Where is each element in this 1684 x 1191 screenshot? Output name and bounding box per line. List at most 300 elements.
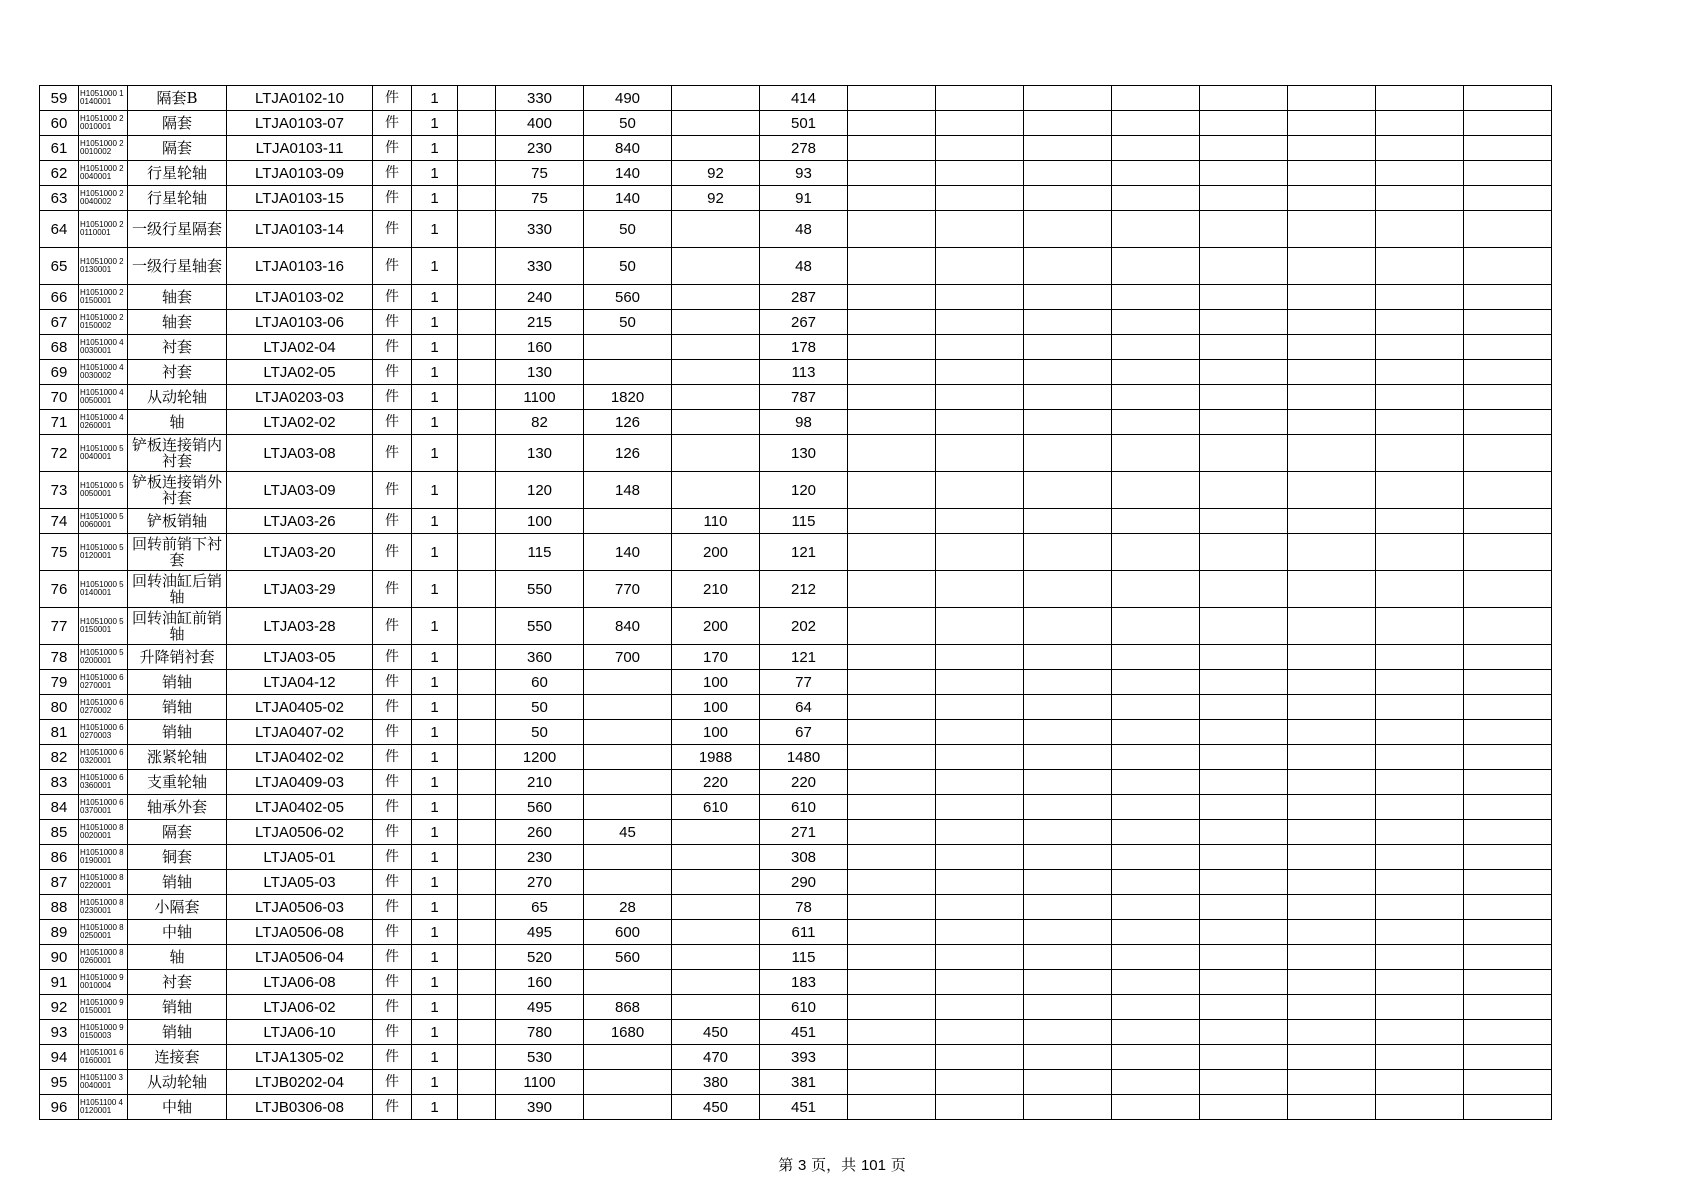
row-number-cell: 96 xyxy=(40,1095,79,1120)
quantity-cell: 1 xyxy=(412,720,458,745)
unit-cell: 件 xyxy=(373,795,412,820)
value-cell-4: 67 xyxy=(760,720,848,745)
empty-cell xyxy=(1376,248,1464,285)
empty-cell xyxy=(1112,111,1200,136)
part-name-cell: 一级行星轴套 xyxy=(128,248,227,285)
value-cell-3 xyxy=(672,248,760,285)
part-code-cell: H1051000 60270001 xyxy=(79,670,128,695)
empty-cell xyxy=(1376,1045,1464,1070)
quantity-cell: 1 xyxy=(412,670,458,695)
blank-cell xyxy=(458,645,496,670)
part-code-cell: H1051000 90150003 xyxy=(79,1020,128,1045)
value-cell-4: 451 xyxy=(760,1020,848,1045)
part-code-cell: H1051000 80250001 xyxy=(79,920,128,945)
quantity-cell: 1 xyxy=(412,1095,458,1120)
blank-cell xyxy=(458,820,496,845)
empty-cell xyxy=(1200,945,1288,970)
quantity-cell: 1 xyxy=(412,509,458,534)
part-name-cell: 隔套B xyxy=(128,86,227,111)
value-cell-4: 202 xyxy=(760,608,848,645)
value-cell-4: 611 xyxy=(760,920,848,945)
empty-cell xyxy=(1464,695,1552,720)
part-name-cell: 销轴 xyxy=(128,670,227,695)
empty-cell xyxy=(1288,410,1376,435)
value-cell-4: 290 xyxy=(760,870,848,895)
quantity-cell: 1 xyxy=(412,86,458,111)
part-code-cell: H1051000 20150001 xyxy=(79,285,128,310)
empty-cell xyxy=(1288,360,1376,385)
empty-cell xyxy=(936,186,1024,211)
empty-cell xyxy=(1464,920,1552,945)
empty-cell xyxy=(936,745,1024,770)
unit-cell: 件 xyxy=(373,945,412,970)
empty-cell xyxy=(1200,534,1288,571)
empty-cell xyxy=(848,1070,936,1095)
empty-cell xyxy=(1024,670,1112,695)
drawing-number-cell: LTJA0405-02 xyxy=(227,695,373,720)
value-cell-1: 60 xyxy=(496,670,584,695)
empty-cell xyxy=(1376,472,1464,509)
value-cell-1: 240 xyxy=(496,285,584,310)
empty-cell xyxy=(1024,970,1112,995)
empty-cell xyxy=(1464,670,1552,695)
empty-cell xyxy=(1024,136,1112,161)
value-cell-3 xyxy=(672,335,760,360)
quantity-cell: 1 xyxy=(412,645,458,670)
table-row xyxy=(40,1070,1552,1095)
drawing-number-cell: LTJA0407-02 xyxy=(227,720,373,745)
empty-cell xyxy=(1464,1070,1552,1095)
value-cell-2: 50 xyxy=(584,211,672,248)
page-footer: 第 3 页，共 101 页 xyxy=(778,1156,906,1174)
unit-cell: 件 xyxy=(373,360,412,385)
value-cell-2 xyxy=(584,720,672,745)
value-cell-1: 230 xyxy=(496,136,584,161)
empty-cell xyxy=(1112,360,1200,385)
row-number-cell: 59 xyxy=(40,86,79,111)
blank-cell xyxy=(458,745,496,770)
empty-cell xyxy=(936,770,1024,795)
value-cell-3: 470 xyxy=(672,1045,760,1070)
empty-cell xyxy=(1376,870,1464,895)
empty-cell xyxy=(936,720,1024,745)
part-name-cell: 隔套 xyxy=(128,111,227,136)
empty-cell xyxy=(1024,920,1112,945)
empty-cell xyxy=(936,845,1024,870)
part-code-cell: H1051000 40050001 xyxy=(79,385,128,410)
value-cell-3 xyxy=(672,920,760,945)
value-cell-4: 183 xyxy=(760,970,848,995)
row-number-cell: 81 xyxy=(40,720,79,745)
part-name-cell: 铲板销轴 xyxy=(128,509,227,534)
part-code-cell: H1051000 20130001 xyxy=(79,248,128,285)
empty-cell xyxy=(1112,695,1200,720)
unit-cell: 件 xyxy=(373,845,412,870)
empty-cell xyxy=(1112,136,1200,161)
empty-cell xyxy=(848,795,936,820)
value-cell-4: 78 xyxy=(760,895,848,920)
part-code-cell: H1051000 50200001 xyxy=(79,645,128,670)
empty-cell xyxy=(936,1045,1024,1070)
quantity-cell: 1 xyxy=(412,970,458,995)
part-code-cell: H1051100 40120001 xyxy=(79,1095,128,1120)
blank-cell xyxy=(458,995,496,1020)
table-row xyxy=(40,186,1552,211)
empty-cell xyxy=(1376,820,1464,845)
value-cell-1: 270 xyxy=(496,870,584,895)
empty-cell xyxy=(1112,534,1200,571)
part-code-cell: H1051000 60320001 xyxy=(79,745,128,770)
value-cell-3: 200 xyxy=(672,608,760,645)
drawing-number-cell: LTJA0402-02 xyxy=(227,745,373,770)
empty-cell xyxy=(1024,410,1112,435)
empty-cell xyxy=(1024,86,1112,111)
value-cell-1: 160 xyxy=(496,335,584,360)
empty-cell xyxy=(1112,970,1200,995)
part-name-cell: 销轴 xyxy=(128,1020,227,1045)
empty-cell xyxy=(1464,1020,1552,1045)
empty-cell xyxy=(936,111,1024,136)
empty-cell xyxy=(936,571,1024,608)
quantity-cell: 1 xyxy=(412,310,458,335)
value-cell-1: 360 xyxy=(496,645,584,670)
empty-cell xyxy=(848,186,936,211)
empty-cell xyxy=(1024,945,1112,970)
empty-cell xyxy=(848,1020,936,1045)
value-cell-3 xyxy=(672,86,760,111)
empty-cell xyxy=(1376,845,1464,870)
value-cell-4: 287 xyxy=(760,285,848,310)
part-name-cell: 小隔套 xyxy=(128,895,227,920)
empty-cell xyxy=(1376,111,1464,136)
blank-cell xyxy=(458,111,496,136)
empty-cell xyxy=(1112,870,1200,895)
empty-cell xyxy=(1288,870,1376,895)
parts-table xyxy=(39,85,1552,1120)
value-cell-3 xyxy=(672,945,760,970)
part-name-cell: 行星轮轴 xyxy=(128,161,227,186)
value-cell-4: 115 xyxy=(760,509,848,534)
value-cell-4: 393 xyxy=(760,1045,848,1070)
value-cell-1: 390 xyxy=(496,1095,584,1120)
row-number-cell: 87 xyxy=(40,870,79,895)
value-cell-4: 91 xyxy=(760,186,848,211)
value-cell-4: 178 xyxy=(760,335,848,360)
empty-cell xyxy=(1288,995,1376,1020)
empty-cell xyxy=(1200,895,1288,920)
empty-cell xyxy=(1024,335,1112,360)
empty-cell xyxy=(1200,186,1288,211)
value-cell-3: 210 xyxy=(672,571,760,608)
empty-cell xyxy=(1200,161,1288,186)
quantity-cell: 1 xyxy=(412,695,458,720)
table-row xyxy=(40,111,1552,136)
value-cell-1: 130 xyxy=(496,435,584,472)
row-number-cell: 74 xyxy=(40,509,79,534)
empty-cell xyxy=(1288,1070,1376,1095)
empty-cell xyxy=(1200,211,1288,248)
empty-cell xyxy=(936,435,1024,472)
part-code-cell: H1051000 50150001 xyxy=(79,608,128,645)
part-code-cell: H1051000 10140001 xyxy=(79,86,128,111)
part-code-cell: H1051000 90010004 xyxy=(79,970,128,995)
value-cell-1: 495 xyxy=(496,995,584,1020)
empty-cell xyxy=(1112,435,1200,472)
empty-cell xyxy=(1112,645,1200,670)
unit-cell: 件 xyxy=(373,310,412,335)
empty-cell xyxy=(1112,509,1200,534)
value-cell-3 xyxy=(672,870,760,895)
value-cell-1: 560 xyxy=(496,795,584,820)
value-cell-3 xyxy=(672,285,760,310)
empty-cell xyxy=(1376,161,1464,186)
empty-cell xyxy=(1288,1045,1376,1070)
table-row xyxy=(40,645,1552,670)
empty-cell xyxy=(1112,285,1200,310)
blank-cell xyxy=(458,795,496,820)
empty-cell xyxy=(1024,509,1112,534)
empty-cell xyxy=(1288,895,1376,920)
value-cell-3 xyxy=(672,820,760,845)
empty-cell xyxy=(1024,571,1112,608)
value-cell-2 xyxy=(584,670,672,695)
empty-cell xyxy=(1376,410,1464,435)
empty-cell xyxy=(1112,161,1200,186)
blank-cell xyxy=(458,285,496,310)
part-code-cell: H1051000 20040002 xyxy=(79,186,128,211)
drawing-number-cell: LTJA0402-05 xyxy=(227,795,373,820)
empty-cell xyxy=(1376,186,1464,211)
value-cell-2: 770 xyxy=(584,571,672,608)
part-name-cell: 衬套 xyxy=(128,360,227,385)
quantity-cell: 1 xyxy=(412,995,458,1020)
part-code-cell: H1051000 50060001 xyxy=(79,509,128,534)
part-code-cell: H1051000 80190001 xyxy=(79,845,128,870)
value-cell-3: 1988 xyxy=(672,745,760,770)
empty-cell xyxy=(848,472,936,509)
value-cell-2: 50 xyxy=(584,248,672,285)
row-number-cell: 73 xyxy=(40,472,79,509)
part-code-cell: H1051001 60160001 xyxy=(79,1045,128,1070)
value-cell-2 xyxy=(584,1045,672,1070)
table-row xyxy=(40,845,1552,870)
value-cell-4: 121 xyxy=(760,645,848,670)
empty-cell xyxy=(936,820,1024,845)
empty-cell xyxy=(1200,845,1288,870)
empty-cell xyxy=(1112,571,1200,608)
empty-cell xyxy=(1288,86,1376,111)
quantity-cell: 1 xyxy=(412,472,458,509)
empty-cell xyxy=(1464,285,1552,310)
drawing-number-cell: LTJA0103-14 xyxy=(227,211,373,248)
quantity-cell: 1 xyxy=(412,920,458,945)
blank-cell xyxy=(458,1070,496,1095)
value-cell-1: 75 xyxy=(496,186,584,211)
value-cell-4: 451 xyxy=(760,1095,848,1120)
drawing-number-cell: LTJA0506-03 xyxy=(227,895,373,920)
table-row xyxy=(40,970,1552,995)
empty-cell xyxy=(1288,645,1376,670)
empty-cell xyxy=(1288,248,1376,285)
value-cell-2: 1680 xyxy=(584,1020,672,1045)
row-number-cell: 76 xyxy=(40,571,79,608)
empty-cell xyxy=(1112,385,1200,410)
empty-cell xyxy=(848,211,936,248)
empty-cell xyxy=(1464,645,1552,670)
empty-cell xyxy=(848,435,936,472)
value-cell-3 xyxy=(672,435,760,472)
empty-cell xyxy=(1288,571,1376,608)
quantity-cell: 1 xyxy=(412,285,458,310)
empty-cell xyxy=(1464,248,1552,285)
value-cell-4: 271 xyxy=(760,820,848,845)
empty-cell xyxy=(1288,111,1376,136)
empty-cell xyxy=(1288,310,1376,335)
empty-cell xyxy=(1112,1020,1200,1045)
empty-cell xyxy=(1288,211,1376,248)
empty-cell xyxy=(1288,795,1376,820)
value-cell-3: 450 xyxy=(672,1095,760,1120)
empty-cell xyxy=(936,310,1024,335)
value-cell-4: 113 xyxy=(760,360,848,385)
empty-cell xyxy=(1464,895,1552,920)
value-cell-2: 840 xyxy=(584,136,672,161)
row-number-cell: 78 xyxy=(40,645,79,670)
empty-cell xyxy=(1376,608,1464,645)
empty-cell xyxy=(1288,920,1376,945)
value-cell-1: 1100 xyxy=(496,385,584,410)
blank-cell xyxy=(458,410,496,435)
row-number-cell: 93 xyxy=(40,1020,79,1045)
empty-cell xyxy=(848,285,936,310)
table-row xyxy=(40,285,1552,310)
empty-cell xyxy=(1024,534,1112,571)
drawing-number-cell: LTJB0306-08 xyxy=(227,1095,373,1120)
drawing-number-cell: LTJA0506-02 xyxy=(227,820,373,845)
empty-cell xyxy=(1464,1095,1552,1120)
row-number-cell: 66 xyxy=(40,285,79,310)
table-row xyxy=(40,161,1552,186)
empty-cell xyxy=(1288,1020,1376,1045)
value-cell-2: 45 xyxy=(584,820,672,845)
drawing-number-cell: LTJA0103-16 xyxy=(227,248,373,285)
empty-cell xyxy=(848,820,936,845)
drawing-number-cell: LTJA02-04 xyxy=(227,335,373,360)
unit-cell: 件 xyxy=(373,86,412,111)
table-row xyxy=(40,945,1552,970)
blank-cell xyxy=(458,920,496,945)
value-cell-2: 140 xyxy=(584,186,672,211)
quantity-cell: 1 xyxy=(412,1045,458,1070)
empty-cell xyxy=(936,136,1024,161)
empty-cell xyxy=(1288,695,1376,720)
empty-cell xyxy=(936,248,1024,285)
empty-cell xyxy=(1024,608,1112,645)
unit-cell: 件 xyxy=(373,509,412,534)
drawing-number-cell: LTJA03-05 xyxy=(227,645,373,670)
empty-cell xyxy=(1376,670,1464,695)
quantity-cell: 1 xyxy=(412,248,458,285)
drawing-number-cell: LTJA0103-09 xyxy=(227,161,373,186)
empty-cell xyxy=(1464,161,1552,186)
part-name-cell: 涨紧轮轴 xyxy=(128,745,227,770)
value-cell-1: 50 xyxy=(496,720,584,745)
drawing-number-cell: LTJA05-01 xyxy=(227,845,373,870)
empty-cell xyxy=(1112,1095,1200,1120)
row-number-cell: 67 xyxy=(40,310,79,335)
drawing-number-cell: LTJA0506-04 xyxy=(227,945,373,970)
part-name-cell: 铜套 xyxy=(128,845,227,870)
value-cell-2 xyxy=(584,845,672,870)
part-code-cell: H1051000 20010001 xyxy=(79,111,128,136)
row-number-cell: 69 xyxy=(40,360,79,385)
empty-cell xyxy=(848,534,936,571)
part-name-cell: 中轴 xyxy=(128,920,227,945)
blank-cell xyxy=(458,695,496,720)
part-code-cell: H1051000 80020001 xyxy=(79,820,128,845)
value-cell-4: 77 xyxy=(760,670,848,695)
part-code-cell: H1051000 80220001 xyxy=(79,870,128,895)
empty-cell xyxy=(848,770,936,795)
row-number-cell: 61 xyxy=(40,136,79,161)
part-code-cell: H1051000 20040001 xyxy=(79,161,128,186)
table-row xyxy=(40,435,1552,472)
table-row xyxy=(40,385,1552,410)
row-number-cell: 82 xyxy=(40,745,79,770)
value-cell-3 xyxy=(672,136,760,161)
part-name-cell: 铲板连接销内衬套 xyxy=(128,435,227,472)
value-cell-2: 1820 xyxy=(584,385,672,410)
empty-cell xyxy=(1024,1020,1112,1045)
part-name-cell: 回转油缸后销轴 xyxy=(128,571,227,608)
row-number-cell: 60 xyxy=(40,111,79,136)
value-cell-1: 330 xyxy=(496,86,584,111)
empty-cell xyxy=(1464,310,1552,335)
table-row xyxy=(40,360,1552,385)
empty-cell xyxy=(1376,571,1464,608)
row-number-cell: 64 xyxy=(40,211,79,248)
value-cell-2: 560 xyxy=(584,945,672,970)
value-cell-1: 130 xyxy=(496,360,584,385)
empty-cell xyxy=(1200,720,1288,745)
empty-cell xyxy=(1200,360,1288,385)
empty-cell xyxy=(1200,745,1288,770)
drawing-number-cell: LTJA0102-10 xyxy=(227,86,373,111)
empty-cell xyxy=(1376,1095,1464,1120)
row-number-cell: 77 xyxy=(40,608,79,645)
table-row xyxy=(40,720,1552,745)
empty-cell xyxy=(936,695,1024,720)
blank-cell xyxy=(458,845,496,870)
value-cell-2 xyxy=(584,870,672,895)
quantity-cell: 1 xyxy=(412,870,458,895)
part-code-cell: H1051000 50140001 xyxy=(79,571,128,608)
unit-cell: 件 xyxy=(373,920,412,945)
empty-cell xyxy=(1200,1045,1288,1070)
quantity-cell: 1 xyxy=(412,770,458,795)
part-name-cell: 轴套 xyxy=(128,285,227,310)
drawing-number-cell: LTJA1305-02 xyxy=(227,1045,373,1070)
value-cell-2 xyxy=(584,360,672,385)
row-number-cell: 89 xyxy=(40,920,79,945)
value-cell-1: 550 xyxy=(496,571,584,608)
empty-cell xyxy=(1200,111,1288,136)
row-number-cell: 91 xyxy=(40,970,79,995)
quantity-cell: 1 xyxy=(412,608,458,645)
empty-cell xyxy=(1464,945,1552,970)
value-cell-3: 100 xyxy=(672,670,760,695)
empty-cell xyxy=(1112,745,1200,770)
